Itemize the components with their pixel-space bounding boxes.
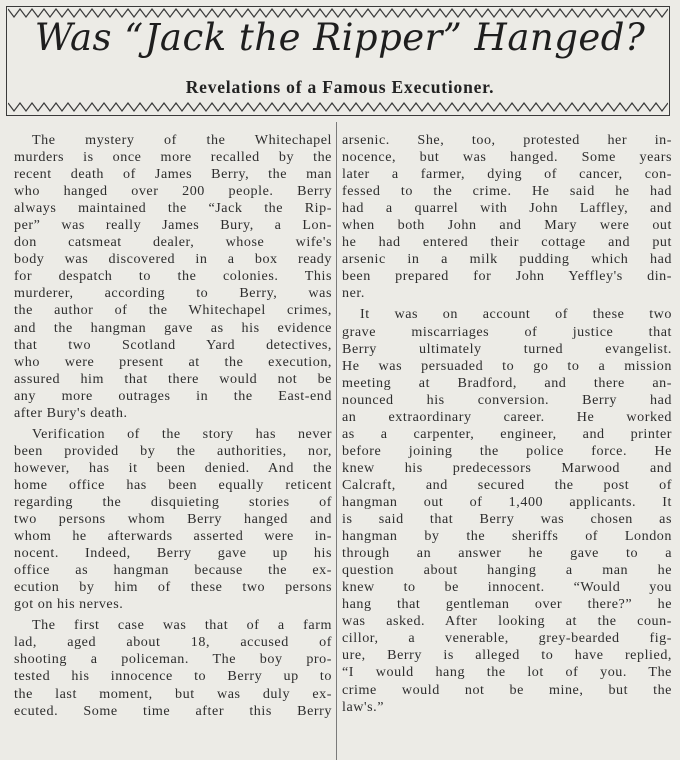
text-line: been prepared for John Yeffley's din- xyxy=(342,268,672,285)
text-line: per” was really James Bury, a Lon- xyxy=(14,217,332,234)
text-line: knew to be innocent. “Would you xyxy=(342,579,672,596)
text-line: an extraordinary career. He worked xyxy=(342,408,672,425)
text-line: It was on account of these two xyxy=(360,306,672,323)
text-line: The mystery of the Whitechapel xyxy=(32,132,332,148)
text-line: grave miscarriages of justice that xyxy=(342,323,672,340)
text-line: that two Scotland Yard detectives, xyxy=(14,336,332,353)
text-line: as a carpenter, engineer, and printer xyxy=(342,425,672,442)
article-column-left xyxy=(14,132,332,720)
text-line: two persons whom Berry hanged and xyxy=(14,511,332,528)
text-line: the last moment, but was duly ex- xyxy=(14,685,332,702)
text-line: who were present at the execution, xyxy=(14,353,332,370)
text-line: home office has been equally reticent xyxy=(14,476,332,493)
text-line: whom he afterwards asserted were in- xyxy=(14,528,332,545)
text-line: crime would not be mine, but the xyxy=(342,681,672,698)
text-line: question about hanging a man he xyxy=(342,562,672,579)
text-line: been provided by the authorities, nor, xyxy=(14,442,332,459)
zigzag-border-bottom xyxy=(8,102,668,112)
text-line: always maintained the “Jack the Rip- xyxy=(14,200,332,217)
text-line: he had entered their cottage and put xyxy=(342,234,672,251)
text-line: Calcraft, and secured the post of xyxy=(342,476,672,493)
text-line: murders is once more recalled by the xyxy=(14,149,332,166)
text-line: before joining the police force. He xyxy=(342,442,672,459)
text-line: is said that Berry was chosen as xyxy=(342,511,672,528)
text-line: was asked. After looking at the coun- xyxy=(342,613,672,630)
text-line: knew his predecessors Marwood and xyxy=(342,459,672,476)
text-line: Verification of the story has never xyxy=(32,425,332,442)
text-line: law's.” xyxy=(342,698,385,715)
text-line: ure, Berry is alleged to have replied, xyxy=(342,647,672,664)
text-line: office as hangman because the ex- xyxy=(14,562,332,579)
text-line: Berry ultimately turned evangelist. xyxy=(342,340,672,357)
text-line: murderer, according to Berry, was xyxy=(14,285,332,302)
text-line: body was discovered in a box ready xyxy=(14,251,332,268)
text-line: fessed to the crime. He said he had xyxy=(342,183,672,200)
text-line: nocence, but was hanged. Some years xyxy=(342,149,672,166)
article-subheadline: Revelations of a Famous Executioner. xyxy=(185,77,495,97)
text-line: lad, aged about 18, accused of xyxy=(14,634,332,651)
text-line: meeting at Bradford, and there an- xyxy=(342,374,672,391)
text-line: however, has it been denied. And the xyxy=(14,459,332,476)
text-line: The first case was that of a farm xyxy=(32,617,332,634)
text-line: got on his nerves. xyxy=(14,596,124,613)
text-line: hang that gentleman over there?” he xyxy=(342,596,672,613)
text-line: cillor, a venerable, grey-bearded fig- xyxy=(342,630,672,647)
text-line: who hanged over 200 people. Berry xyxy=(14,183,332,200)
text-line: ecuted. Some time after this Berry xyxy=(14,702,332,719)
text-line: recent death of James Berry, the man xyxy=(14,166,332,183)
text-line: hangman by the sheriffs of London xyxy=(342,528,672,545)
text-line: hangman out of 1,400 applicants. It xyxy=(342,493,672,510)
text-line: and the hangman gave as his evidence xyxy=(14,319,332,336)
text-line: ner. xyxy=(342,285,365,302)
text-line: after Bury's death. xyxy=(14,404,128,421)
text-line: later a farmer, dying of cancer, con- xyxy=(342,166,672,183)
text-line: don catsmeat dealer, whose wife's xyxy=(14,234,332,251)
text-line: arsenic in a milk pudding which had xyxy=(342,251,672,268)
text-line: the author of the Whitechapel crimes, xyxy=(14,302,332,319)
text-line: shooting a policeman. The boy pro- xyxy=(14,651,332,668)
text-line: He was persuaded to go to a mission xyxy=(342,357,672,374)
article-headline: Was “Jack the Ripper” Hanged? xyxy=(34,16,646,59)
text-line: for despatch to the colonies. This xyxy=(14,268,332,285)
text-line: regarding the disquieting stories of xyxy=(14,493,332,510)
text-line: had a quarrel with John Laffley, and xyxy=(342,200,672,217)
text-line: assured him that there would not be xyxy=(14,370,332,387)
text-line: tested his innocence to Berry up to xyxy=(14,668,332,685)
text-line: arsenic. She, too, protested her in- xyxy=(342,132,672,148)
text-line: nocent. Indeed, Berry gave up his xyxy=(14,545,332,562)
text-line: when both John and Mary were out xyxy=(342,217,672,234)
text-line: “I would hang the lot of you. The xyxy=(342,664,672,681)
text-line: nounced his conversion. Berry had xyxy=(342,391,672,408)
column-divider xyxy=(336,122,337,760)
text-line: any more outrages in the East-end xyxy=(14,387,332,404)
text-line: ecution by him of these two persons xyxy=(14,579,332,596)
text-line: through an answer he gave to a xyxy=(342,545,672,562)
article-column-right xyxy=(342,132,672,716)
